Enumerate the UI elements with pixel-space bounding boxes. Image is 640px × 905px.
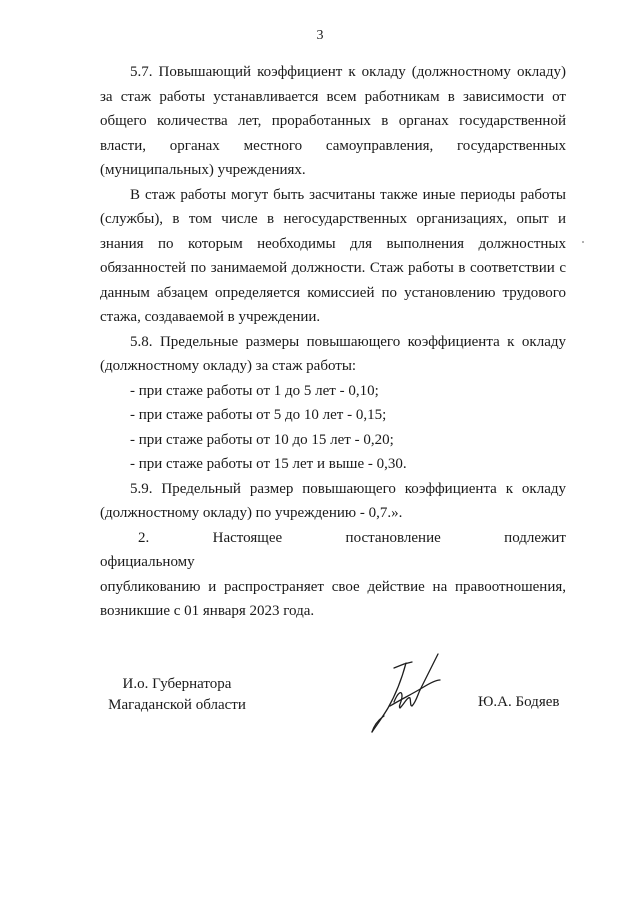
margin-mark: [582, 241, 584, 243]
list-item: - при стаже работы от 5 до 10 лет - 0,15;: [130, 407, 387, 423]
signatory-title-line2: Магаданской области: [108, 697, 246, 713]
paragraph-2-continuation: опубликованию и распространяет свое действие на правоотношения, возникшие с 01 января 2023 года.: [100, 578, 566, 619]
paragraph-5-7: 5.7. Повышающий коэффициент к окладу (должностному окладу) за стаж работы устанавливается всем работникам в зависимости от общего количества лет, проработанных в органах государственной власти, органах местного самоуправления, государственных (муниципальных) учреждениях.: [100, 64, 566, 178]
list-item: - при стаже работы от 15 лет и выше - 0,30.: [130, 456, 407, 472]
paragraph-5-7-service-periods: В стаж работы могут быть засчитаны также иные периоды работы (службы), в том числе в негосударственных организациях, опыт и знания по которым необходимы для выполнения должностных обязанностей по занимаемой должности. Стаж работы в соответствии с данным абзацем определяется комиссией по установлению трудового стажа, создаваемой в учреждении.: [100, 186, 566, 325]
paragraph-2-first-line: 2. Настоящее постановление подлежит официальному: [100, 529, 566, 570]
signatory-title: [92, 674, 262, 716]
signatory-name: Ю.А. Бодяев: [478, 694, 560, 710]
paragraph-5-8: 5.8. Предельные размеры повышающего коэффициента к окладу (должностному окладу) за стаж работы:: [100, 333, 566, 374]
list-item: - при стаже работы от 1 до 5 лет - 0,10;: [130, 382, 379, 399]
document-body: [100, 60, 566, 624]
paragraph-5-9: 5.9. Предельный размер повышающего коэффициента к окладу (должностному окладу) по учреждению - 0,7.».: [100, 480, 566, 521]
page-number: 3: [316, 28, 324, 43]
list-item: - при стаже работы от 10 до 15 лет - 0,20;: [130, 431, 394, 448]
signatory-title-line1: И.о. Губернатора: [122, 676, 232, 692]
handwritten-signature: [360, 650, 450, 736]
